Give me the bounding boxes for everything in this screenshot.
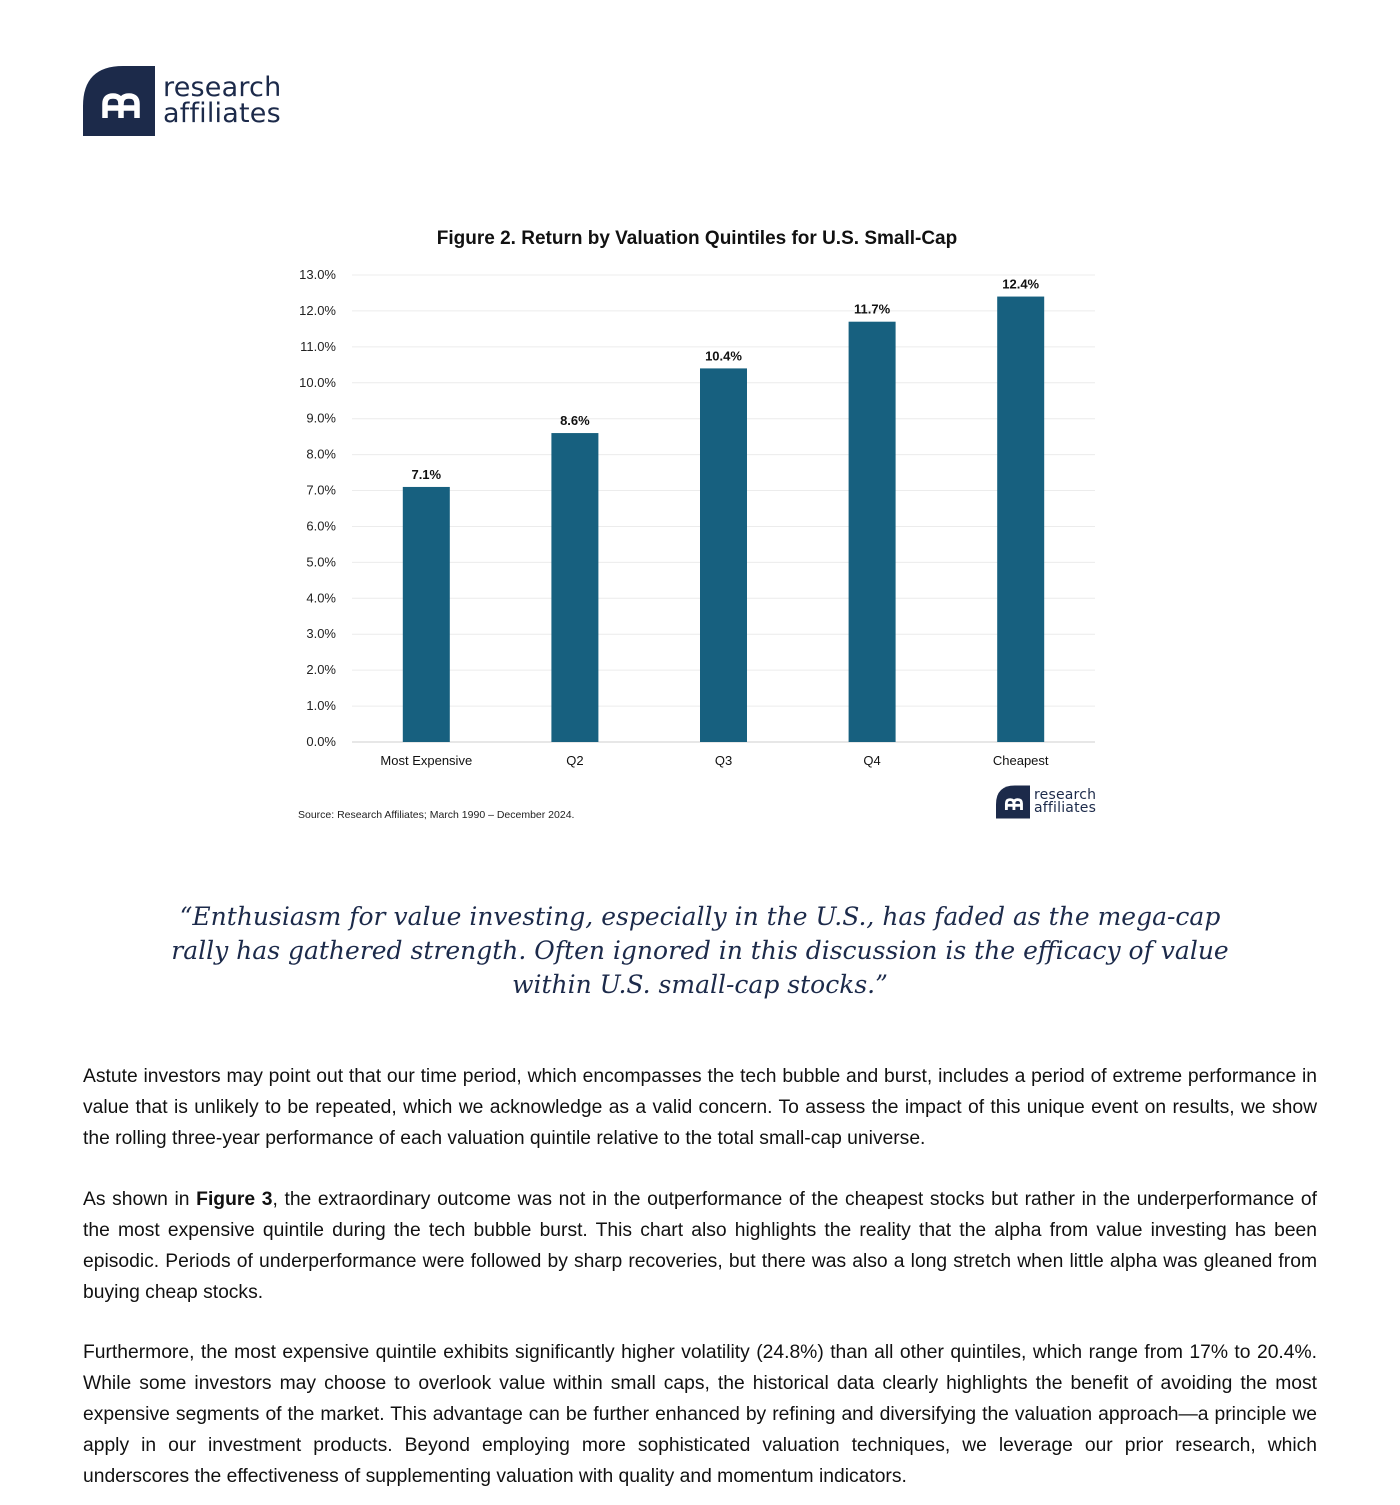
data-label: 8.6% xyxy=(560,413,590,429)
bar xyxy=(403,487,450,742)
y-tick-label: 12.0% xyxy=(299,302,336,318)
chart-title: Figure 2. Return by Valuation Quintiles for U.S. Small-Cap xyxy=(436,228,958,249)
y-tick-label: 6.0% xyxy=(306,518,336,534)
y-tick-label: 11.0% xyxy=(300,338,336,354)
x-tick-label: Q2 xyxy=(566,753,584,768)
y-tick-label: 2.0% xyxy=(306,662,336,678)
data-label: 10.4% xyxy=(705,348,742,364)
x-tick-label: Most Expensive xyxy=(380,753,473,768)
data-label: 12.4% xyxy=(1002,276,1040,292)
body-paragraph-1: Astute investors may point out that our time period, which encompasses the tech bubble and burst, includes a period of extreme performance in value that is unlikely to be repeated, which we acknowledge as a valid concern. To assess the impact of this unique event on results, we show the rolling three-year performance of each valuation quintile relative to the total small-cap universe. xyxy=(83,1066,1317,1149)
data-label: 7.1% xyxy=(411,466,442,482)
chart-logo-line-1: research xyxy=(1034,787,1097,803)
p2-text-after: , the extraordinary outcome was not in the outperformance of the cheapest stocks but rather in the underperformance of the most expensive quintile during the tech bubble burst. This chart also highlights the reality that the alpha from value investing has been episodic. Periods of underperformance were followed by sharp recoveries, but there was also a long stretch when little alpha was gleaned from buying cheap stocks. xyxy=(83,1189,1317,1303)
chart-logo-line-2: affiliates xyxy=(1034,800,1097,816)
y-tick-label: 0.0% xyxy=(306,734,336,749)
y-tick-label: 9.0% xyxy=(306,410,336,426)
body-paragraph-2 xyxy=(83,1184,1317,1308)
y-tick-label: 5.0% xyxy=(306,554,336,570)
bar xyxy=(997,297,1044,742)
bar-chart xyxy=(280,260,1110,780)
logo-wordmark xyxy=(163,72,282,129)
logo-line-2: affiliates xyxy=(163,98,281,129)
x-tick-label: Q4 xyxy=(863,753,881,768)
chart-logo-wordmark xyxy=(1034,789,1096,815)
bar xyxy=(849,322,896,742)
p2-text-before: As shown in xyxy=(83,1189,197,1210)
research-affiliates-logo-icon xyxy=(83,66,155,136)
x-tick-label: Cheapest xyxy=(992,753,1049,768)
y-tick-label: 13.0% xyxy=(299,267,336,282)
pull-quote: “Enthusiasm for value investing, especially in the U.S., has faded as the mega-cap rally has gathered strength. Often ignored in this discussion is the efficacy of value within U.S. small-cap stocks.” xyxy=(171,902,1229,999)
chart-source: Source: Research Affiliates; March 1990 – December 2024. xyxy=(298,809,575,821)
header-logo xyxy=(83,66,281,136)
logo-line-1: research xyxy=(163,72,282,103)
y-tick-label: 10.0% xyxy=(299,374,336,390)
chart-logo xyxy=(996,785,1096,819)
x-tick-label: Q3 xyxy=(714,753,733,768)
y-tick-label: 1.0% xyxy=(306,698,336,714)
bar xyxy=(700,368,747,742)
y-tick-label: 8.0% xyxy=(306,446,336,462)
research-affiliates-logo-icon xyxy=(996,785,1030,819)
data-label: 11.7% xyxy=(854,301,891,317)
y-tick-label: 4.0% xyxy=(306,590,336,606)
y-tick-label: 3.0% xyxy=(306,626,336,642)
body-paragraph-3: Furthermore, the most expensive quintile exhibits significantly higher volatility (24.8%) than all other quintiles, which range from 17% to 20.4%. While some investors may choose to overlook value within small caps, the historical data clearly highlights the benefit of avoiding the most expensive segments of the market. This advantage can be further enhanced by refining and diversifying the valuation approach—a principle we apply in our investment products. Beyond employing more sophisticated valuation techniques, we leverage our prior research, which underscores the effectiveness of supplementing valuation with quality and momentum indicators. xyxy=(83,1342,1317,1487)
figure-3-reference: Figure 3 xyxy=(196,1189,273,1210)
bar xyxy=(551,433,598,742)
y-tick-label: 7.0% xyxy=(306,482,336,498)
